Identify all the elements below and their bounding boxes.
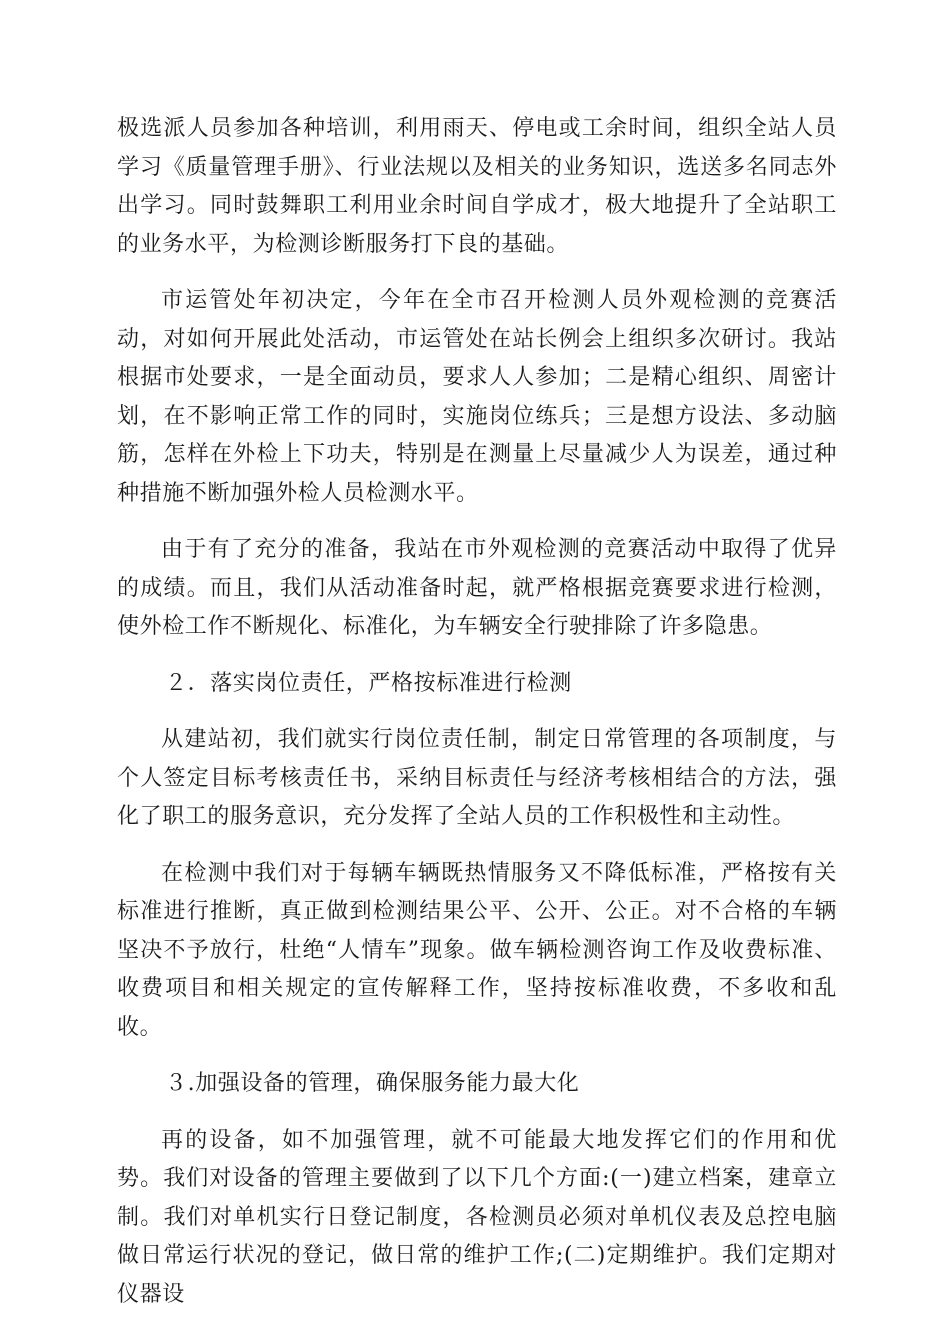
- section-heading-3: ３.加强设备的管理，确保服务能力最大化: [165, 1071, 580, 1096]
- paragraph-inspection-standard: 在检测中我们对于每辆车辆既热情服务又不降低标准，严格按有关标准进行推断，真正做到检测结果公平、公开、公正。对不合格的车辆坚决不予放行，杜绝“人情车”现象。做车辆检测咨询工作及收费标准、收费项目和相关规定的宣传解释工作，坚持按标准收费，不多收和乱收。: [117, 860, 837, 1040]
- paragraph-responsibility: 从建站初，我们就实行岗位责任制，制定日常管理的各项制度，与个人签定目标考核责任书，采纳目标责任与经济考核相结合的方法，强化了职工的服务意识，充分发挥了全站人员的工作积极性和主动性。: [117, 727, 837, 829]
- section-heading-2: ２．落实岗位责任，严格按标准进行检测: [165, 670, 572, 696]
- paragraph-equipment: 再的设备，如不加强管理，就不可能最大地发挥它们的作用和优势。我们对设备的管理主要做到了以下几个方面:(一)建立档案，建章立制。我们对单机实行日登记制度，各检测员必须对单机仪表及总控电脑做日常运行状况的登记，做日常的维护工作;(二)定期维护。我们定期对仪器设: [117, 1127, 837, 1307]
- paragraph-training: 极选派人员参加各种培训，利用雨天、停电或工余时间，组织全站人员学习《质量管理手册》、行业法规以及相关的业务知识，选送多名同志外出学习。同时鼓舞职工利用业余时间自学成才，极大地提升了全站职工的业务水平，为检测诊断服务打下良的基础。: [117, 116, 837, 257]
- document-page: [117, 110, 837, 1332]
- paragraph-competition-result: 由于有了充分的准备，我站在市外观检测的竞赛活动中取得了优异的成绩。而且，我们从活动准备时起，就严格根据竞赛要求进行检测，使外检工作不断规化、标准化，为车辆安全行驶排除了许多隐患。: [117, 537, 837, 639]
- paragraph-competition-plan: 市运管处年初决定，今年在全市召开检测人员外观检测的竞赛活动，对如何开展此处活动，市运管处在站长例会上组织多次研讨。我站根据市处要求，一是全面动员，要求人人参加；二是精心组织、周密计划，在不影响正常工作的同时，实施岗位练兵；三是想方设法、多动脑筋，怎样在外检上下功夫，特别是在测量上尽量减少人为误差，通过种种措施不断加强外检人员检测水平。: [117, 288, 837, 506]
